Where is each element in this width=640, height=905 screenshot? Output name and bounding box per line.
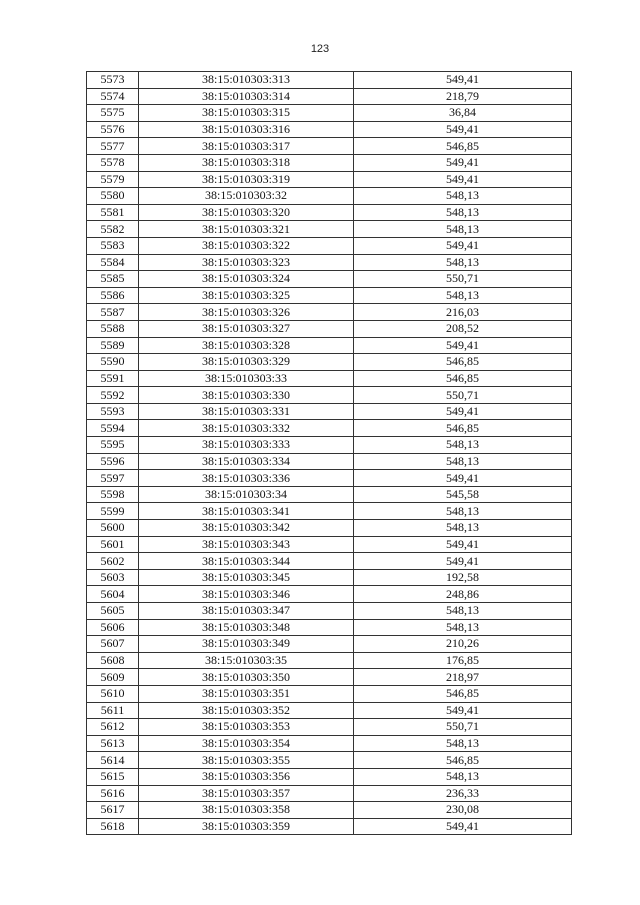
area-value-cell: 548,13	[354, 503, 572, 520]
row-number-cell: 5614	[87, 752, 139, 769]
row-number-cell: 5616	[87, 785, 139, 802]
cadastral-number-cell: 38:15:010303:315	[139, 105, 354, 122]
row-number-cell: 5618	[87, 818, 139, 835]
table-row	[87, 105, 572, 122]
cadastral-number-cell: 38:15:010303:323	[139, 254, 354, 271]
row-number-cell: 5580	[87, 188, 139, 205]
row-number-cell: 5600	[87, 520, 139, 537]
table-row	[87, 735, 572, 752]
row-number-cell: 5586	[87, 287, 139, 304]
area-value-cell: 549,41	[354, 72, 572, 89]
cadastral-number-cell: 38:15:010303:324	[139, 271, 354, 288]
area-value-cell: 548,13	[354, 603, 572, 620]
cadastral-number-cell: 38:15:010303:327	[139, 320, 354, 337]
area-value-cell: 210,26	[354, 636, 572, 653]
row-number-cell: 5597	[87, 470, 139, 487]
table-row	[87, 72, 572, 89]
cadastral-number-cell: 38:15:010303:341	[139, 503, 354, 520]
table-row	[87, 768, 572, 785]
area-value-cell: 549,41	[354, 237, 572, 254]
area-value-cell: 546,85	[354, 138, 572, 155]
table-container	[86, 71, 572, 835]
row-number-cell: 5582	[87, 221, 139, 238]
area-value-cell: 549,41	[354, 154, 572, 171]
area-value-cell: 218,97	[354, 669, 572, 686]
cadastral-number-cell: 38:15:010303:355	[139, 752, 354, 769]
table-row	[87, 287, 572, 304]
table-row	[87, 652, 572, 669]
area-value-cell: 546,85	[354, 370, 572, 387]
cadastral-number-cell: 38:15:010303:354	[139, 735, 354, 752]
area-value-cell: 192,58	[354, 569, 572, 586]
cadastral-number-cell: 38:15:010303:314	[139, 88, 354, 105]
area-value-cell: 548,13	[354, 735, 572, 752]
table-row	[87, 569, 572, 586]
row-number-cell: 5592	[87, 387, 139, 404]
row-number-cell: 5599	[87, 503, 139, 520]
cadastral-number-cell: 38:15:010303:321	[139, 221, 354, 238]
table-row	[87, 702, 572, 719]
cadastral-number-cell: 38:15:010303:325	[139, 287, 354, 304]
area-value-cell: 248,86	[354, 586, 572, 603]
area-value-cell: 549,41	[354, 470, 572, 487]
area-value-cell: 548,13	[354, 619, 572, 636]
table-row	[87, 271, 572, 288]
row-number-cell: 5584	[87, 254, 139, 271]
table-row	[87, 486, 572, 503]
cadastral-number-cell: 38:15:010303:345	[139, 569, 354, 586]
area-value-cell: 36,84	[354, 105, 572, 122]
table-row	[87, 719, 572, 736]
row-number-cell: 5602	[87, 553, 139, 570]
row-number-cell: 5596	[87, 453, 139, 470]
table-row	[87, 138, 572, 155]
cadastral-number-cell: 38:15:010303:326	[139, 304, 354, 321]
table-row	[87, 188, 572, 205]
row-number-cell: 5579	[87, 171, 139, 188]
cadastral-number-cell: 38:15:010303:359	[139, 818, 354, 835]
row-number-cell: 5583	[87, 237, 139, 254]
cadastral-number-cell: 38:15:010303:332	[139, 420, 354, 437]
area-value-cell: 548,13	[354, 287, 572, 304]
table-row	[87, 320, 572, 337]
table-row	[87, 802, 572, 819]
table-row	[87, 154, 572, 171]
row-number-cell: 5615	[87, 768, 139, 785]
cadastral-number-cell: 38:15:010303:313	[139, 72, 354, 89]
cadastral-number-cell: 38:15:010303:329	[139, 354, 354, 371]
area-value-cell: 548,13	[354, 254, 572, 271]
cadastral-number-cell: 38:15:010303:342	[139, 520, 354, 537]
area-value-cell: 549,41	[354, 171, 572, 188]
row-number-cell: 5581	[87, 204, 139, 221]
row-number-cell: 5591	[87, 370, 139, 387]
row-number-cell: 5608	[87, 652, 139, 669]
table-row	[87, 88, 572, 105]
table-row	[87, 636, 572, 653]
table-row	[87, 536, 572, 553]
table-row	[87, 453, 572, 470]
area-value-cell: 549,41	[354, 403, 572, 420]
cadastral-number-cell: 38:15:010303:357	[139, 785, 354, 802]
area-value-cell: 550,71	[354, 387, 572, 404]
table-row	[87, 337, 572, 354]
cadastral-number-cell: 38:15:010303:344	[139, 553, 354, 570]
table-row	[87, 304, 572, 321]
row-number-cell: 5593	[87, 403, 139, 420]
row-number-cell: 5585	[87, 271, 139, 288]
row-number-cell: 5587	[87, 304, 139, 321]
table-row	[87, 603, 572, 620]
row-number-cell: 5605	[87, 603, 139, 620]
row-number-cell: 5617	[87, 802, 139, 819]
row-number-cell: 5607	[87, 636, 139, 653]
cadastral-number-cell: 38:15:010303:349	[139, 636, 354, 653]
cadastral-number-cell: 38:15:010303:356	[139, 768, 354, 785]
area-value-cell: 549,41	[354, 553, 572, 570]
area-value-cell: 548,13	[354, 204, 572, 221]
area-value-cell: 545,58	[354, 486, 572, 503]
table-row	[87, 354, 572, 371]
cadastral-number-cell: 38:15:010303:358	[139, 802, 354, 819]
area-value-cell: 546,85	[354, 685, 572, 702]
row-number-cell: 5590	[87, 354, 139, 371]
area-value-cell: 236,33	[354, 785, 572, 802]
area-value-cell: 548,13	[354, 453, 572, 470]
table-row	[87, 237, 572, 254]
row-number-cell: 5609	[87, 669, 139, 686]
area-value-cell: 230,08	[354, 802, 572, 819]
area-value-cell: 549,41	[354, 337, 572, 354]
table-body	[87, 72, 572, 835]
area-value-cell: 550,71	[354, 719, 572, 736]
table-row	[87, 520, 572, 537]
area-value-cell: 549,41	[354, 121, 572, 138]
row-number-cell: 5613	[87, 735, 139, 752]
row-number-cell: 5577	[87, 138, 139, 155]
table-row	[87, 121, 572, 138]
cadastral-number-cell: 38:15:010303:353	[139, 719, 354, 736]
table-row	[87, 669, 572, 686]
cadastral-number-cell: 38:15:010303:334	[139, 453, 354, 470]
cadastral-number-cell: 38:15:010303:348	[139, 619, 354, 636]
table-row	[87, 553, 572, 570]
area-value-cell: 546,85	[354, 420, 572, 437]
table-row	[87, 254, 572, 271]
area-value-cell: 208,52	[354, 320, 572, 337]
area-value-cell: 548,13	[354, 520, 572, 537]
cadastral-number-cell: 38:15:010303:346	[139, 586, 354, 603]
cadastral-number-cell: 38:15:010303:34	[139, 486, 354, 503]
area-value-cell: 549,41	[354, 818, 572, 835]
table-row	[87, 685, 572, 702]
cadastral-number-cell: 38:15:010303:343	[139, 536, 354, 553]
area-value-cell: 549,41	[354, 702, 572, 719]
row-number-cell: 5589	[87, 337, 139, 354]
cadastral-number-cell: 38:15:010303:330	[139, 387, 354, 404]
row-number-cell: 5606	[87, 619, 139, 636]
table-row	[87, 503, 572, 520]
table-row	[87, 470, 572, 487]
cadastral-number-cell: 38:15:010303:328	[139, 337, 354, 354]
table-row	[87, 785, 572, 802]
cadastral-number-cell: 38:15:010303:32	[139, 188, 354, 205]
table-row	[87, 752, 572, 769]
table-row	[87, 204, 572, 221]
row-number-cell: 5611	[87, 702, 139, 719]
cadastral-number-cell: 38:15:010303:350	[139, 669, 354, 686]
row-number-cell: 5603	[87, 569, 139, 586]
cadastral-number-cell: 38:15:010303:351	[139, 685, 354, 702]
row-number-cell: 5612	[87, 719, 139, 736]
area-value-cell: 546,85	[354, 354, 572, 371]
row-number-cell: 5598	[87, 486, 139, 503]
cadastral-number-cell: 38:15:010303:331	[139, 403, 354, 420]
area-value-cell: 176,85	[354, 652, 572, 669]
row-number-cell: 5588	[87, 320, 139, 337]
table-row	[87, 619, 572, 636]
cadastral-number-cell: 38:15:010303:320	[139, 204, 354, 221]
table-row	[87, 171, 572, 188]
cadastral-number-cell: 38:15:010303:318	[139, 154, 354, 171]
cadastral-number-cell: 38:15:010303:352	[139, 702, 354, 719]
area-value-cell: 548,13	[354, 437, 572, 454]
table-row	[87, 403, 572, 420]
cadastral-number-cell: 38:15:010303:33	[139, 370, 354, 387]
page-number: 123	[310, 43, 330, 55]
row-number-cell: 5576	[87, 121, 139, 138]
cadastral-number-cell: 38:15:010303:317	[139, 138, 354, 155]
table-row	[87, 437, 572, 454]
row-number-cell: 5594	[87, 420, 139, 437]
cadastral-table	[86, 71, 572, 835]
table-row	[87, 586, 572, 603]
area-value-cell: 549,41	[354, 536, 572, 553]
cadastral-number-cell: 38:15:010303:347	[139, 603, 354, 620]
table-row	[87, 387, 572, 404]
row-number-cell: 5573	[87, 72, 139, 89]
row-number-cell: 5610	[87, 685, 139, 702]
area-value-cell: 548,13	[354, 188, 572, 205]
area-value-cell: 216,03	[354, 304, 572, 321]
area-value-cell: 550,71	[354, 271, 572, 288]
row-number-cell: 5574	[87, 88, 139, 105]
table-row	[87, 221, 572, 238]
cadastral-number-cell: 38:15:010303:35	[139, 652, 354, 669]
row-number-cell: 5575	[87, 105, 139, 122]
table-row	[87, 818, 572, 835]
cadastral-number-cell: 38:15:010303:336	[139, 470, 354, 487]
row-number-cell: 5604	[87, 586, 139, 603]
cadastral-number-cell: 38:15:010303:322	[139, 237, 354, 254]
cadastral-number-cell: 38:15:010303:333	[139, 437, 354, 454]
table-row	[87, 420, 572, 437]
area-value-cell: 548,13	[354, 768, 572, 785]
area-value-cell: 218,79	[354, 88, 572, 105]
cadastral-number-cell: 38:15:010303:319	[139, 171, 354, 188]
area-value-cell: 548,13	[354, 221, 572, 238]
row-number-cell: 5601	[87, 536, 139, 553]
area-value-cell: 546,85	[354, 752, 572, 769]
row-number-cell: 5578	[87, 154, 139, 171]
table-row	[87, 370, 572, 387]
cadastral-number-cell: 38:15:010303:316	[139, 121, 354, 138]
row-number-cell: 5595	[87, 437, 139, 454]
